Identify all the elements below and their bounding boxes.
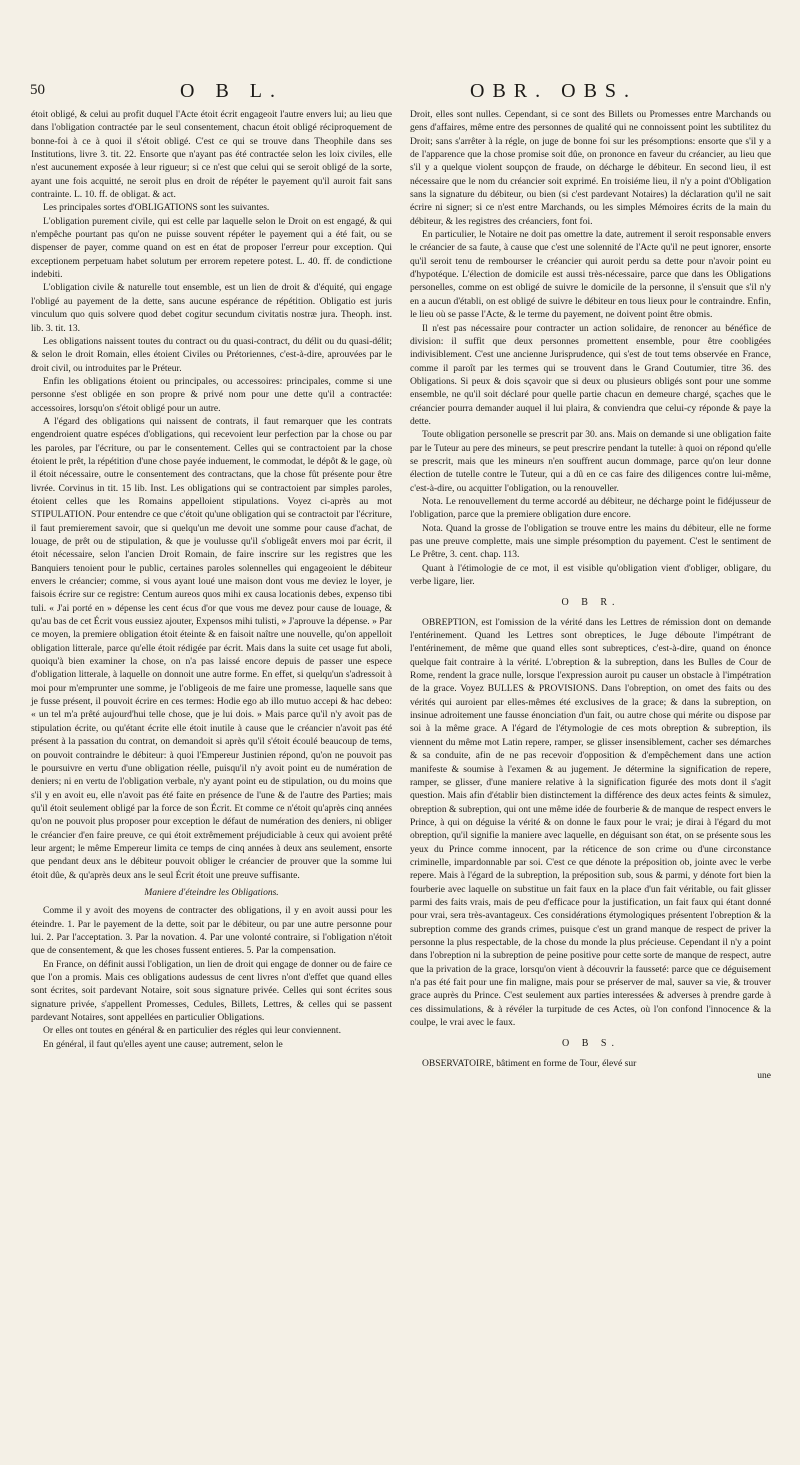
paragraph: Les obligations naissent toutes du contract ou du quasi-contract, du délit ou du quasi-délit; & selon le droit Romain, elles étoient Civiles ou Prétoriennes, c'est-à-dire, aprouvées par le droit civil, ou introduites par le Préteur. xyxy=(31,335,392,374)
paragraph: Toute obligation personelle se prescrit par 30. ans. Mais on demande si une obligation faite par le Tuteur au pere des mineurs, se peut prescrire pendant la tutelle: à quoi on répond qu'elle se prescrit, mais que les mineurs n'en souffrent aucun dommage, parce qu'on leur donne élection de tutelle contre le Tuteur, qui a dû en ce cas faire des diligences contre lui-même, c'est-à-dire, ou acquitter l'obligation, ou la renouveller. xyxy=(410,429,771,494)
paragraph: En général, il faut qu'elles ayent une cause; autrement, selon le xyxy=(43,1038,283,1050)
paragraph: Droit, elles sont nulles. Cependant, si ce sont des Billets ou Promesses entre Marchands ou gens d'affaires, même entre des personnes de qualité qui ne connoissent point les subtilitez du Droit; sans s'arrêter à la régle, on juge de bonne foi sur les présomptions: ensorte que s'il y a de l'apparence que la chose promise soit dûe, on prononce en faveur du créancier, au lieu que s'il y a quelque violent soupçon de fraude, on décharge le débiteur. En second lieu, il est nécessaire que le nom du créancier soit exprimé. En troisiéme lieu, il n'y a point d'Obligation sans la signature du débiteur, ou bien (si c'est pardevant Notaires) la déclaration qu'il ne sait écrire ni signer; si ce n'est entre Marchands, ou les simples Mémoires écrits de la main du débiteur, & les registres des créanciers, font foi. xyxy=(410,109,771,227)
page-number: 50 xyxy=(30,82,45,98)
paragraph: Enfin les obligations étoient ou principales, ou accessoires: principales, comme si une personne s'est obligée en son propre & privé nom pour une dette qu'il a contractée: accessoires, lorsqu'on s'étoit obligé pour un autre. xyxy=(31,375,392,414)
section-heading-obs: O B S. xyxy=(562,1038,619,1050)
catchword: une xyxy=(757,1071,771,1082)
paragraph: L'obligation civile & naturelle tout ensemble, est un lien de droit & d'équité, qui engage l'obligé au payement de la dette, sans aucune espérance de répétition. Obligatio est juris vinculum quo quis solvere quod debet cogitur secundum civitatis nostræ jura. Theoph. inst. lib. 3. tit. 13. xyxy=(31,282,392,334)
paragraph: Il n'est pas nécessaire pour contracter un action solidaire, de renoncer au bénéfice de division: il suffit que deux personnes promettent ensemble, pour être coobligées indivisiblement. C'est une ancienne Jurisprudence, qui s'est de tout tems observée en France, comme il paroît par les termes qui se trouvent dans le Grand Coutumier, titre 36. des Obligations. Si peux & dois sçavoir que si deux ou plusieurs obligés sont pour une somme ensemble, ne qu'il soit déclaré pour quelle partie chacun en demeure chargé, sçaches que le créancier pourra demander auquel il lui plaira, & conviendra que celui-cy réponde & paye la dette. xyxy=(410,322,771,427)
paragraph: En particulier, le Notaire ne doit pas omettre la date, autrement il seroit responsable envers le créancier de sa faute, à cause que c'est une solennité de l'Acte qu'il ne peut ignorer, ensorte qu'il seroit tenu de rembourser le créancier qui auroit perdu sa dette pour n'avoir point eu d'hypotéque. L'élection de domicile est aussi très-nécessaire, parce que dans les Obligations personelles, comme on est obligé de suivre le domicile de la personne, il s'ensuit que s'il n'y en a aucun d'établi, on est obligé de suivre le débiteur en tous lieux pour le contraindre. Enfin, le lieu où se passe l'Acte, & le terme du payement, ne doivent point être obmis. xyxy=(410,229,771,321)
paragraph: OBSERVATOIRE, bâtiment en forme de Tour, élevé sur xyxy=(422,1057,637,1069)
paragraph: étoit obligé, & celui au profit duquel l'Acte étoit écrit engageoit l'autre envers lui; au lieu que dans l'obligation contractée par le seul consentement, chacun étoit obligé réciproquement de bonne-foi à ce à quoi il s'étoit obligé. C'est ce qui se trouve dans Theophile dans ses Institutions, livre 3. tit. 22. Ensorte que n'ayant pas été contractée selon les loix civiles, elle n'est aucunement exposée à leur rigueur; si ce n'est que celui qui se seroit obligé de la sorte, ayant une fois acquitté, ne seroit plus en droit de répéter le payement qu'il auroit fait sans contrainte. L. 10. ff. de obligat. & act. xyxy=(31,109,392,201)
paragraph: Or elles ont toutes en général & en particulier des régles qui leur conviennent. xyxy=(43,1025,341,1037)
paragraph: Les principales sortes d'OBLIGATIONS sont les suivantes. xyxy=(43,202,270,214)
left-column xyxy=(31,108,392,1051)
paragraph: Nota. Le renouvellement du terme accordé au débiteur, ne décharge point le fidéjusseur de l'obligation, parce que la premiere obligation dure encore. xyxy=(410,495,771,521)
paragraph: OBREPTION, est l'omission de la vérité dans les Lettres de rémission dont on demande l'entérinement. Quand les Lettres sont obreptices, le Juge déboute l'impétrant de l'entérinement, de même que quand elles sont subreptices, c'est-à-dire, quand on énonce quelque fait contraire à la vérité. L'obreption & la subreption, dans les Bulles de Cour de Rome, rendent la grace nulle, lorsque l'expression auroit pu causer un obstacle à l'impétration de la grace. Voyez BULLES & PROVISIONS. Dans l'obreption, on omet des faits ou des vérités qui auroient par elles-mêmes été exclusives de la grace; & dans la subreption, on insinue adroitement une fausse énonciation d'un fait, ou autre chose qui mérite ou dispose par soi à la même grace. A l'égard de l'étymologie de ces mots obreption & subreption, ils viennent du même mot Latin repere, ramper, se glisser insensiblement, cacher ses démarches & sa conduite, afin de ne pas recevoir d'opposition & d'empêchement dans une action manifeste & soumise à l'examen & au jugement. Je détermine la signification de repere, ramper, se glisser, d'une maniere relative à la signification figurée des mots dont il s'agit question. Mais afin d'établir bien distinctement la différence des deux actes feints & simulez, obreption & subreption, qui ont une même idée de fourberie & de manque de respect envers le Prince, à qui on déguise la vérité & on donne le faux pour le vrai; je dirai à l'égard du mot obreption, qu'il signifie la maniere avec laquelle, en déguisant son état, on se présente sous les yeux du Prince comme innocent, par la réticence de son crime ou d'une circonstance criminelle, impardonnable par soi. C'est ce que dénote la préposition ob, jointe avec le verbe repere. Mais à l'égard de la subreption, la préposition sub, sous & parmi, y dénote fort bien la fourberie avec laquelle on substitue un fait faux en la place d'un fait véritable, ou fait glisser parmi des faits vrais, mais de peu d'efficace pour la justification, un fait faux qui étant donné pour vrai, sera très-avantageux. Ces considérations étymologiques présentent l'obreption & la subreption comme des grands crimes, puisque c'est un grand manque de respect de priver la personne la plus respectable, de la chose du monde la plus précieuse. Cependant il n'y a point dans l'obreption ni la subreption de peine positive pour cette sorte de manque de respect, autre que la privation de la grace, lorsqu'on vient à découvrir la fausseté: parce que ce déguisement n'a pas été fait pour une fin maligne, mais pour se préserver de mal, sauver sa vie, & trouver grace auprès du Prince. C'est seulement aux parties interessées & adverses à prendre garde à ces dissimulations, & à révéler la turpitude de ces Actes, où l'on confond l'innocence & la coulpe, le vrai avec le faux. xyxy=(410,616,771,1029)
section-subheading: Maniere d'éteindre les Obligations. xyxy=(144,887,279,898)
left-running-head: O B L. xyxy=(180,80,283,102)
paragraph: L'obligation purement civile, qui est celle par laquelle selon le Droit on est engagé, & qui n'empêche pourtant pas qu'on ne puisse souvent répéter le payement qui a été fait, ou se dispenser de payer, comme quand on est en état de proposer l'erreur pour exception. Qui exceptionem perpetuam habet solutum per errorem repetere potest. L. 40. ff. de condictione indebiti. xyxy=(31,215,392,281)
paragraph: En France, on définit aussi l'obligation, un lien de droit qui engage de donner ou de faire ce que l'on a promis. Mais ces obligations audessus de cent livres n'ont d'effet que quand elles sont écrites, soit pardevant Notaire, soit sous signature privée. Celles qui sont écrites sous signature privée, s'appellent Promesses, Cedules, Billets, Lettres, & celles qui se passent pardevant Notaires, sont appellées en particulier Obligations. xyxy=(31,958,392,1024)
right-column xyxy=(410,108,771,1083)
paragraph: Comme il y avoit des moyens de contracter des obligations, il y en avoit aussi pour les éteindre. 1. Par le payement de la dette, soit par le débiteur, ou par une autre personne pour lui. 2. Par l'acceptation. 3. Par la novation. 4. Par une volonté contraire, si l'obligation n'étoit que de consentement, & que les choses fussent entieres. 5. Par la compensation. xyxy=(31,905,392,957)
page-header xyxy=(30,80,770,110)
right-running-head: OBR. OBS. xyxy=(470,80,638,102)
paragraph: Nota. Quand la grosse de l'obligation se trouve entre les mains du débiteur, elle ne forme pas une preuve complette, mais une simple présomption du payement. C'est le sentiment de Le Prêtre, 3. cent. chap. 113. xyxy=(410,522,771,561)
section-heading-obr: O B R. xyxy=(561,597,620,609)
paragraph: Quant à l'étimologie de ce mot, il est visible qu'obligation vient d'obliger, obligare, du verbe ligare, lier. xyxy=(410,562,771,588)
paragraph: A l'égard des obligations qui naissent de contrats, il faut remarquer que les contrats engendroient quatre espéces d'obligations, qui recevoient leur perfection par la chose ou par les paroles, par l'écriture, ou par le consentement. Celles qui se contractoient par la chose étoient le prêt, la répétition d'une chose payée induement, le commodat, le dépôt & le gage, où il étoit nécessaire, outre le consentement des contractans, que la chose fût présente pour être livrée. Corvinus in tit. 15 lib. Inst. Les obligations qui se contractoient par simples paroles, étoient celles que les Romains appelloient stipulations. Voyez ci-après au mot STIPULATION. Pour entendre ce que c'étoit qu'une obligation qui se contractoit par l'écriture, il faut premierement savoir, que si quelqu'un me devoit une somme pour cause d'achat, de louage, de prêt ou de stipulation, & que je voulusse qu'il s'obligeât envers moi par écrit, il étoit nécessaire, selon l'ancien Droit Romain, de faire inscrire sur les registres que les Banquiers tenoient pour le public, certaines paroles solennelles qui engageoient le débiteur envers le créancier; comme, si vous ayant loué une maison dont vous me deviez le loyer, je faisois écrire sur ce registre: Centum aureos quos mihi ex causa locationis debes, expenso tibi tuli. « J'ai porté en » dépense les cent écus d'or que vous me devez pour cause de louage, & qu'au bas de cet Écrit vous eussiez ajouter, Expensos mihi tulisti, » J'aprouve la dépense. » Par ce moyen, la premiere obligation étoit éteinte & en faisoit naître une nouvelle, qu'on appelloit obligation litterale, parce qu'elle étoit rédigée par écrit. Mais dans la suite cet usage fut aboli, quoiqu'à bien examiner la chose, on n'a pas laissé encore depuis de passer une espece d'obligation litterale, à laquelle on donnoit une autre forme. En effet, si quelqu'un s'adressoit à moi pour m'emprunter une somme, je l'obligeois de me faire une promesse, laquelle sans que je fusse présent, il pouvoit écrire en ces termes: Hodie ego ab illo mutuo accepi & hac debeo: « un tel m'a prêté aujourd'hui telle chose, que je lui dois. » Mais parce qu'il n'y avoit pas de stipulation écrite, ou qu'étant écrite elle étoit inutile à cause que le créancier n'avoit pas été présent à la passation du contrat, on demandoit si après qu'il s'étoit écoulé beaucoup de tems, on pouvoit contraindre le débiteur: à quoi l'Empereur Justinien répond, qu'on ne pouvoit pas le poursuivre en vertu d'une obligation réelle, puisqu'il n'y avoit point eu de numération de deniers; ni en vertu de l'obligation verbale, n'y ayant point eu de stipulation, ou du moins que s'il y en avoit eu, elle n'avoit pas été faite en présence de l'une & de l'autre des Parties; mais qu'il étoit seulement obligé par la force de son Écrit. Et comme ce n'étoit qu'après cinq années qu'on ne pouvoit plus proposer pour exception le défaut de numération des deniers, ni obliger le créancier d'en faire preuve, ce qui étoit extrêmement préjudiciable à ceux qui avoient prêté leur argent; le même Empereur limita ce temps de cinq années à deux ans seulement, ensorte que pendant deux ans le débiteur pouvoit obliger le créancier de prouver que la somme lui étoit dûe, & qu'après deux ans le seul Écrit étoit une preuve suffisante. xyxy=(31,415,392,881)
